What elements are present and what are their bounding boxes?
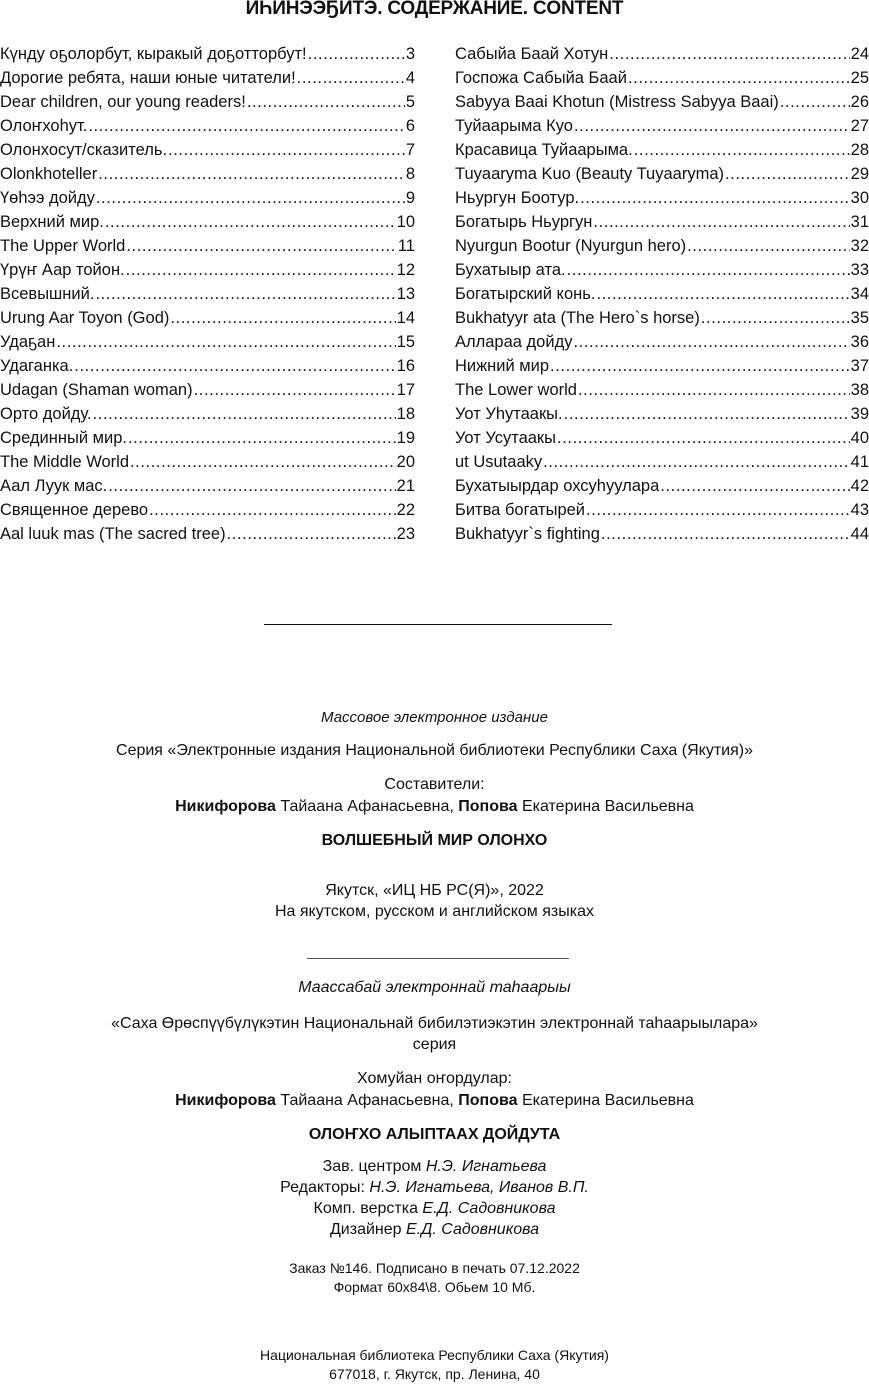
edition-type-ru: Массовое электронное издание [321, 709, 548, 726]
toc-entry[interactable] [0, 162, 415, 186]
credits-block [0, 1156, 869, 1240]
toc-entry[interactable] [455, 378, 869, 402]
toc-entry-page: 33 [850, 261, 869, 279]
toc-entry-page: 18 [396, 405, 415, 423]
toc-entry-page: 23 [396, 525, 415, 543]
toc-entry-page: 6 [405, 117, 415, 135]
toc-entry-title: Nyurgun Bootur (Nyurgun hero) [455, 237, 687, 255]
print-format: Формат 60х84\8. Обьем 10 Мб. [333, 1279, 536, 1295]
toc-entry[interactable] [455, 258, 869, 282]
toc-entry[interactable] [0, 402, 415, 426]
toc-entry-page: 15 [396, 333, 415, 351]
toc-entry-title: Dear children, our young readers! [0, 93, 246, 111]
toc-entry[interactable] [455, 210, 869, 234]
toc-entry-page: 39 [850, 405, 869, 423]
toc-leader-dots [780, 90, 850, 114]
toc-entry-page: 5 [405, 93, 415, 111]
toc-entry-page: 22 [396, 501, 415, 519]
toc-entry-page: 34 [850, 285, 869, 303]
toc-entry-title: Уот Уһутаакы. [455, 405, 563, 423]
credit-line [0, 1219, 869, 1240]
compiler2-name: Екатерина Васильевна [517, 1092, 694, 1109]
compilers-label-ru: Составители: [384, 776, 485, 793]
toc-entry-title: Священное дерево [0, 501, 149, 519]
toc-entry-page: 43 [850, 501, 869, 519]
compiler1-surname: Никифорова [175, 1092, 276, 1109]
toc-column-right [455, 42, 869, 546]
compilers-ru [0, 796, 869, 817]
compiler2-surname: Попова [458, 798, 518, 815]
toc-entry[interactable] [0, 186, 415, 210]
toc-entry[interactable] [0, 282, 415, 306]
toc-entry-page: 40 [850, 429, 869, 447]
toc-entry[interactable] [0, 66, 415, 90]
edition-type-sah: Маассабай электроннай таһаарыы [298, 979, 571, 996]
toc-entry[interactable] [0, 138, 415, 162]
credit-person: Е.Д. Садовникова [405, 1221, 540, 1238]
toc-entry-page: 9 [405, 189, 415, 207]
toc-entry-page: 36 [850, 333, 869, 351]
toc-leader-dots [578, 378, 850, 402]
toc-entry-title: ut Usutaaky [455, 453, 543, 471]
toc-leader-dots [687, 234, 850, 258]
toc-entry-title: Госпожа Сабыйа Баай [455, 69, 627, 87]
toc-entry-page: 3 [405, 45, 415, 63]
toc-entry[interactable] [0, 42, 415, 66]
toc-leader-dots [580, 186, 850, 210]
toc-entry-title: Аллараа дойду [455, 333, 573, 351]
toc-entry[interactable] [0, 210, 415, 234]
toc-leader-dots [574, 114, 850, 138]
toc-entry-title: Сабыйа Баай Хотун [455, 45, 609, 63]
toc-leader-dots [725, 162, 850, 186]
toc-entry[interactable] [0, 330, 415, 354]
series-ru: Серия «Электронные издания Национальной библиотеки Республики Саха (Якутия)» [116, 742, 753, 759]
toc-entry-title: Udagan (Shaman woman) [0, 381, 193, 399]
toc-leader-dots [149, 498, 396, 522]
credit-person: Е.Д. Садовникова [422, 1200, 556, 1217]
toc-leader-dots [564, 402, 850, 426]
compiler2-name: Екатерина Васильевна [517, 798, 694, 815]
toc-leader-dots [550, 354, 850, 378]
toc-entry[interactable] [0, 498, 415, 522]
toc-entry-title: Ньургун Боотур. [455, 189, 580, 207]
toc-leader-dots [596, 282, 849, 306]
toc-entry-title: Олонхосут/сказитель. [0, 141, 168, 159]
toc-entry[interactable] [0, 234, 415, 258]
library-name: Национальная библиотека Республики Саха (Якутия) [260, 1347, 609, 1363]
toc-entry[interactable] [455, 90, 869, 114]
book-title-sah: ОЛОҤХО АЛЫПТААХ ДОЙДУТА [308, 1126, 561, 1143]
toc-entry-page: 11 [397, 237, 415, 255]
toc-entry-page: 26 [850, 93, 869, 111]
toc-entry-title: Sabyya Baai Khotun (Mistress Sabyya Baai) [455, 93, 779, 111]
toc-leader-dots [567, 258, 850, 282]
series-sah-line1: «Саха Өрөспүүбүлүкэтин Национальнай бибилэтиэкэтин электроннай таһаарыылара» [111, 1015, 758, 1032]
toc-entry-title: Күнду оҕолорбут, кыракый доҕотторбут! [0, 45, 307, 63]
toc-leader-dots [98, 162, 405, 186]
publisher-ru: Якутск, «ИЦ НБ РС(Я)», 2022 [325, 882, 544, 899]
compiler2-surname: Попова [458, 1092, 518, 1109]
toc-leader-dots [95, 282, 395, 306]
credit-person: Н.Э. Игнатьева [425, 1158, 547, 1175]
toc-entry-title: The Upper World [0, 237, 126, 255]
toc-leader-dots [297, 66, 405, 90]
toc-entry[interactable] [455, 66, 869, 90]
toc-entry-page: 44 [850, 525, 869, 543]
toc-leader-dots [74, 354, 395, 378]
toc-entry[interactable] [455, 114, 869, 138]
credit-line [0, 1198, 869, 1219]
library-address: 677018, г. Якутск, пр. Ленина, 40 [329, 1366, 540, 1382]
toc-entry-title: Олоҥхоһут. [0, 117, 88, 135]
print-order: Заказ №146. Подписано в печать 07.12.2022 [289, 1260, 580, 1276]
toc-entry-title: Красавица Туйаарыма. [455, 141, 633, 159]
toc-leader-dots [247, 90, 405, 114]
toc-entry-page: 24 [850, 45, 869, 63]
toc-entry-page: 16 [396, 357, 415, 375]
toc-leader-dots [628, 66, 850, 90]
toc-entry-title: Всевышний. [0, 285, 95, 303]
toc-entry-page: 7 [405, 141, 415, 159]
toc-entry-title: Үөһээ дойду [0, 189, 95, 207]
toc-entry[interactable] [455, 498, 869, 522]
toc-entry-title: Tuyaaryma Kuo (Beauty Tuyaaryma) [455, 165, 724, 183]
toc-entry-title: Удаҕан [0, 333, 56, 351]
toc-leader-dots [126, 234, 397, 258]
toc-entry-title: Olonkhoteller [0, 165, 98, 183]
toc-entry-page: 21 [396, 477, 415, 495]
toc-entry[interactable] [455, 522, 869, 546]
toc-entry[interactable] [0, 474, 415, 498]
toc-entry-page: 14 [396, 309, 415, 327]
toc-entry-page: 37 [850, 357, 869, 375]
toc-entry-title: Аал Луук мас. [0, 477, 108, 495]
toc-entry[interactable] [455, 474, 869, 498]
credit-line [0, 1177, 869, 1198]
compilers-sah [0, 1090, 869, 1111]
credit-person: Н.Э. Игнатьева, Иванов В.П. [369, 1179, 589, 1196]
toc-leader-dots [128, 426, 396, 450]
toc-entry-title: Орто дойду. [0, 405, 92, 423]
toc-entry-title: Бухатыыр ата. [455, 261, 566, 279]
toc-entry[interactable] [455, 138, 869, 162]
toc-entry-title: Богатырь Ньургун [455, 213, 593, 231]
toc-entry-page: 20 [396, 453, 415, 471]
toc-leader-dots [308, 42, 405, 66]
page-title: ИҺИНЭЭҔИТЭ. СОДЕРЖАНИЕ. CONTENT [245, 0, 624, 19]
toc-entry-title: Битва богатырей [455, 501, 586, 519]
toc-entry-title: Срединный мир. [0, 429, 127, 447]
toc-entry[interactable] [0, 258, 415, 282]
toc-entry-title: Удаганка. [0, 357, 74, 375]
toc-entry-page: 25 [850, 69, 869, 87]
toc-entry-page: 30 [850, 189, 869, 207]
compiler1-surname: Никифорова [175, 798, 276, 815]
toc-leader-dots [88, 114, 405, 138]
toc-entry-page: 10 [396, 213, 415, 231]
toc-entry-page: 41 [850, 453, 869, 471]
toc-entry[interactable] [455, 162, 869, 186]
toc-leader-dots [126, 258, 396, 282]
toc-entry[interactable] [455, 234, 869, 258]
compiler1-name: Тайаана Афанасьевна, [275, 798, 459, 815]
toc-entry[interactable] [455, 426, 869, 450]
toc-entry-page: 19 [396, 429, 415, 447]
toc-entry[interactable] [0, 522, 415, 546]
toc-entry-page: 27 [850, 117, 869, 135]
toc-leader-dots [108, 474, 395, 498]
toc-leader-dots [227, 522, 396, 546]
toc-leader-dots [543, 450, 850, 474]
toc-leader-dots [634, 138, 850, 162]
credit-role: Комп. верстка [313, 1200, 423, 1217]
toc-entry[interactable] [455, 306, 869, 330]
toc-entry-title: Aal luuk mas (The sacred tree) [0, 525, 226, 543]
toc-leader-dots [601, 522, 850, 546]
toc-entry[interactable] [455, 42, 869, 66]
credit-role: Редакторы: [280, 1179, 370, 1196]
toc-leader-dots [170, 306, 395, 330]
toc-entry[interactable] [0, 378, 415, 402]
compiler1-name: Тайаана Афанасьевна, [275, 1092, 459, 1109]
toc-entry[interactable] [455, 402, 869, 426]
toc-leader-dots [168, 138, 405, 162]
toc-leader-dots [557, 426, 850, 450]
toc-entry-title: Богатырский конь. [455, 285, 596, 303]
toc-entry-title: Нижний мир [455, 357, 550, 375]
toc-entry-title: Бухатыырдар охсуһуулара [455, 477, 660, 495]
toc-entry[interactable] [0, 306, 415, 330]
toc-leader-dots [93, 402, 396, 426]
toc-entry-page: 29 [850, 165, 869, 183]
toc-leader-dots [660, 474, 849, 498]
series-sah-line2: серия [412, 1036, 457, 1053]
toc-entry[interactable] [0, 354, 415, 378]
toc-entry-title: The Lower world [455, 381, 577, 399]
credit-line [0, 1156, 869, 1177]
toc-entry-title: Үрүҥ Аар тойон. [0, 261, 125, 279]
toc-entry-title: Дорогие ребята, наши юные читатели! [0, 69, 296, 87]
toc-entry-page: 12 [396, 261, 415, 279]
toc-entry-page: 17 [396, 381, 415, 399]
toc-column-left [0, 42, 415, 546]
toc-entry-page: 35 [850, 309, 869, 327]
toc-entry-page: 32 [850, 237, 869, 255]
credit-role: Зав. центром [322, 1158, 426, 1175]
toc-entry[interactable] [455, 330, 869, 354]
toc-leader-dots [573, 330, 849, 354]
toc-leader-dots [105, 210, 396, 234]
toc-entry-page: 31 [850, 213, 869, 231]
toc-entry-title: Туйаарыма Куо [455, 117, 573, 135]
toc-entry[interactable] [455, 186, 869, 210]
toc-entry-title: Уот Усутаакы [455, 429, 557, 447]
languages-ru: На якутском, русском и английском языках [274, 903, 594, 920]
toc-leader-dots [593, 210, 849, 234]
toc-leader-dots [130, 450, 396, 474]
toc-leader-dots [194, 378, 396, 402]
toc-leader-dots [609, 42, 849, 66]
section-divider-short [307, 958, 569, 959]
toc-leader-dots [56, 330, 395, 354]
toc-entry[interactable] [455, 354, 869, 378]
toc-leader-dots [701, 306, 850, 330]
toc-entry-page: 8 [405, 165, 415, 183]
toc-entry[interactable] [0, 450, 415, 474]
toc-leader-dots [586, 498, 850, 522]
toc-entry-title: Bukhatyyr ata (The Hero`s horse) [455, 309, 700, 327]
toc-entry-page: 38 [850, 381, 869, 399]
credit-role: Дизайнер [329, 1221, 406, 1238]
toc-entry-title: The Middle World [0, 453, 129, 471]
book-title-ru: ВОЛШЕБНЫЙ МИР ОЛОНХО [321, 832, 548, 849]
compilers-label-sah: Хомуйан оҥордулар: [357, 1070, 512, 1087]
section-divider [264, 624, 612, 625]
toc-entry-page: 13 [396, 285, 415, 303]
toc-entry-page: 42 [850, 477, 869, 495]
toc-entry-title: Верхний мир. [0, 213, 104, 231]
toc-entry[interactable] [0, 90, 415, 114]
toc-entry[interactable] [455, 282, 869, 306]
toc-entry[interactable] [0, 114, 415, 138]
toc-entry-title: Urung Aar Toyon (God) [0, 309, 170, 327]
toc-leader-dots [96, 186, 405, 210]
toc-entry[interactable] [0, 426, 415, 450]
toc-entry[interactable] [455, 450, 869, 474]
toc-entry-title: Bukhatyyr`s fighting [455, 525, 600, 543]
toc-entry-page: 28 [850, 141, 869, 159]
toc-entry-page: 4 [405, 69, 415, 87]
